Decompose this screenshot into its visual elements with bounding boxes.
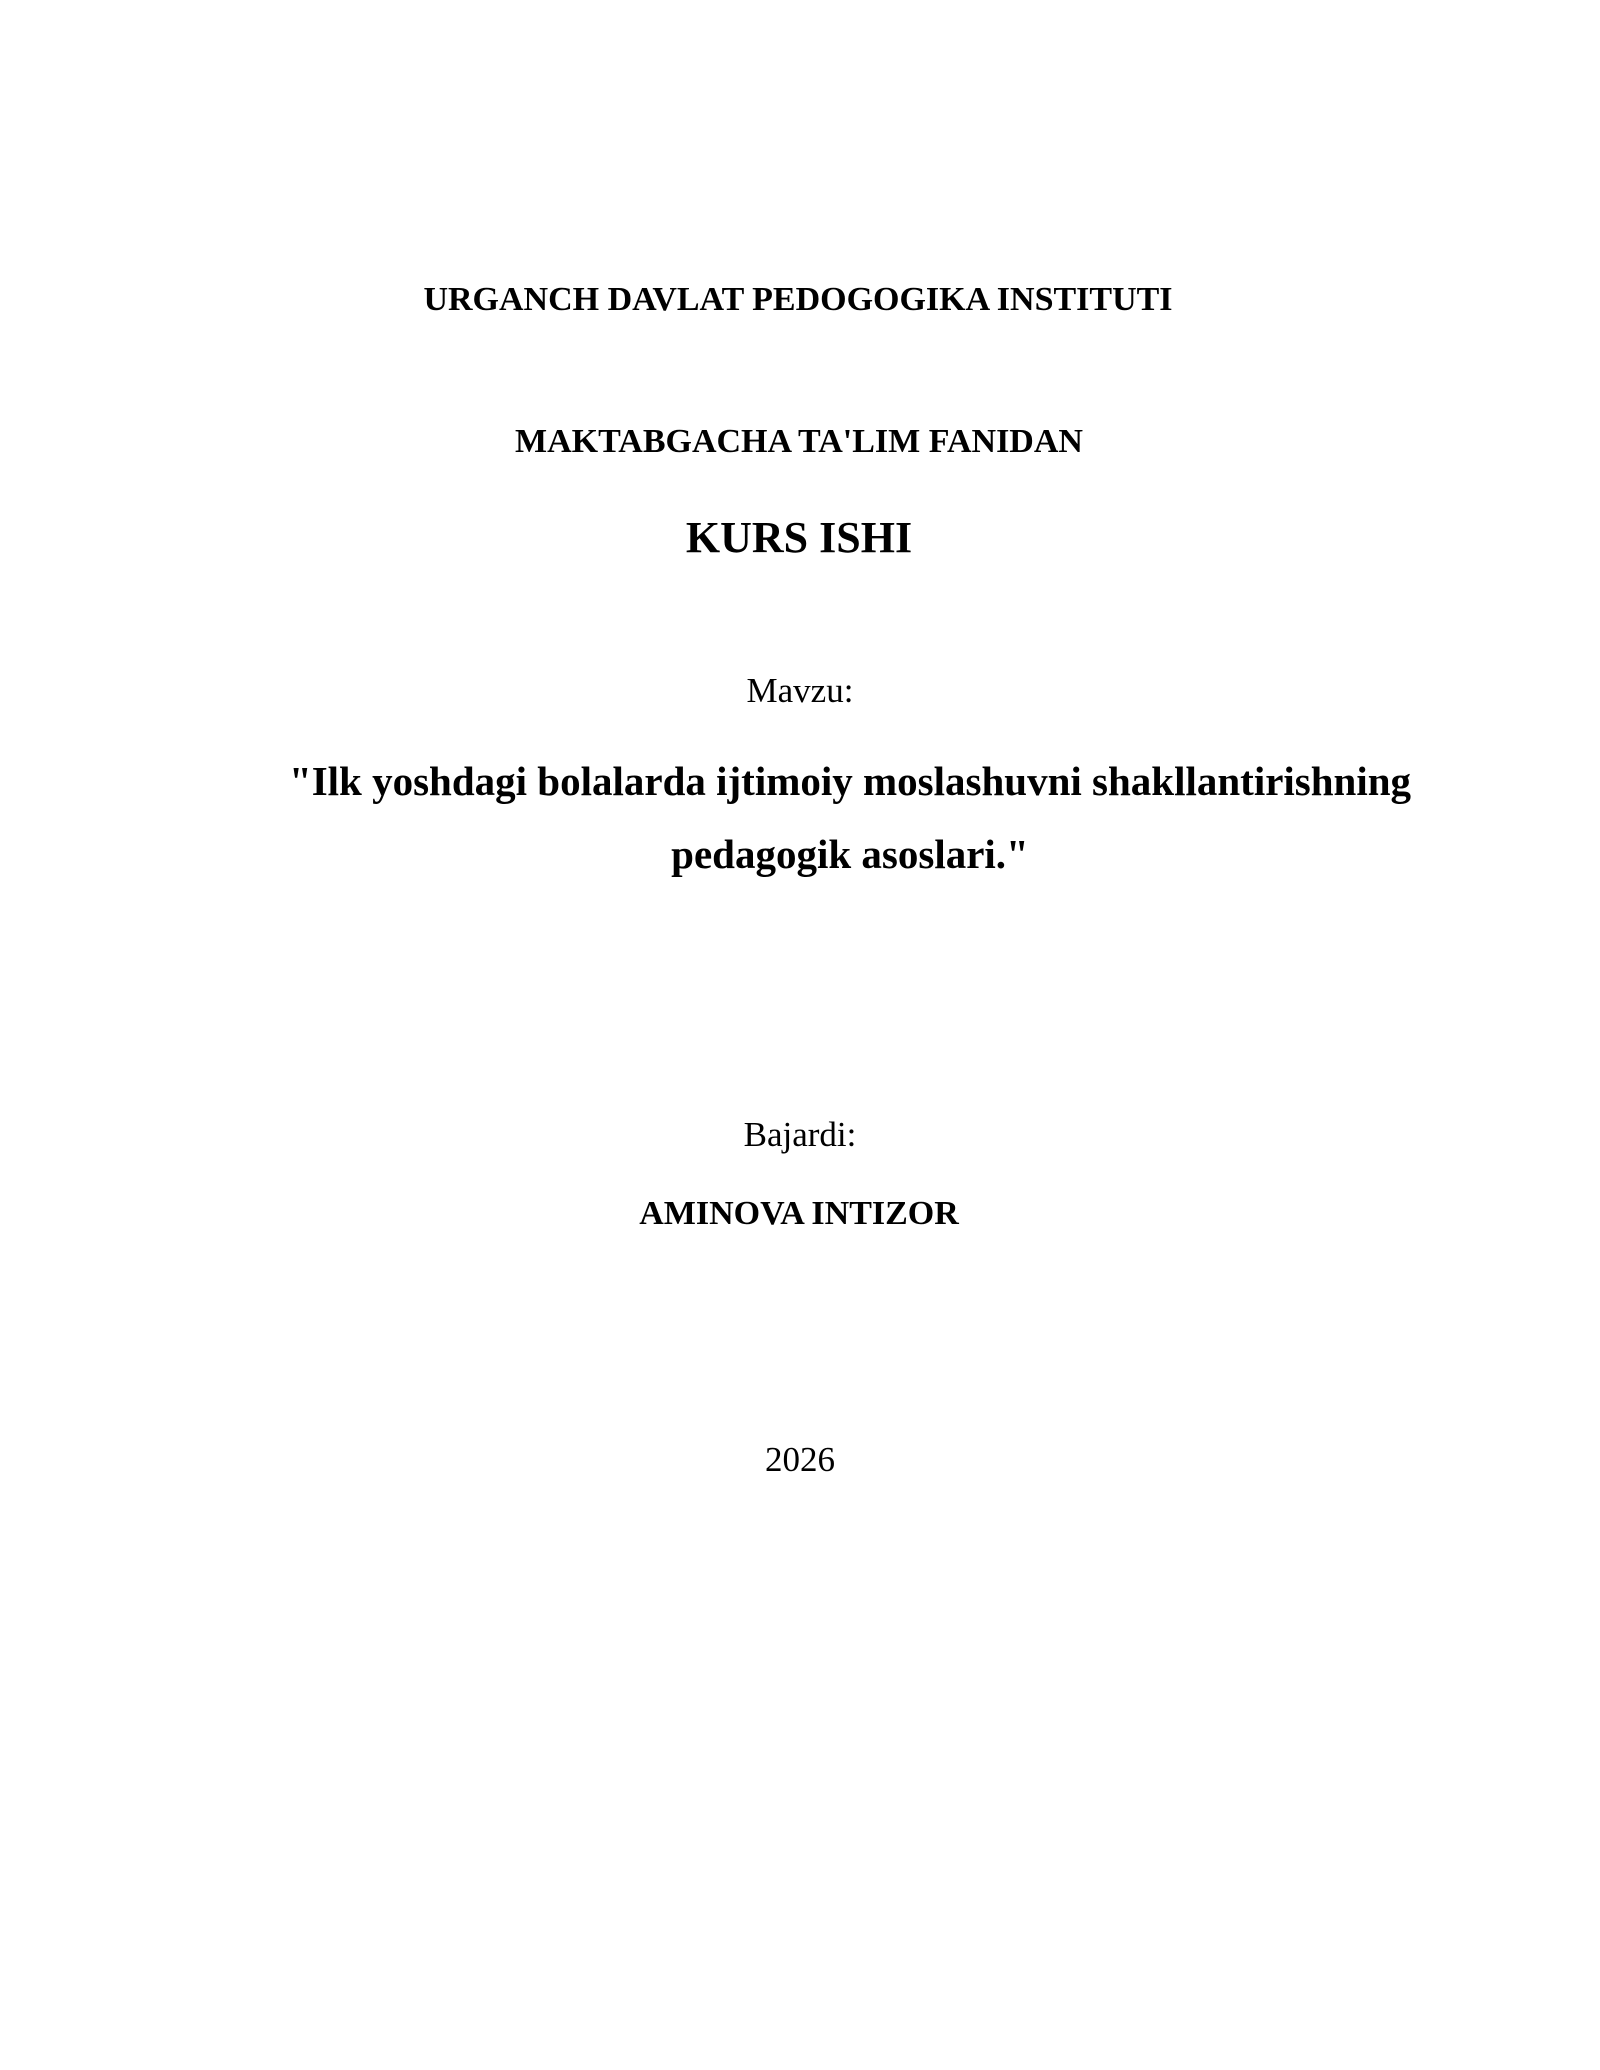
document-type-heading: KURS ISHI	[685, 513, 913, 562]
topic-title	[250, 745, 1450, 891]
topic-label: Mavzu:	[746, 671, 854, 710]
topic-title-line-1: "Ilk yoshdagi bolalarda ijtimoiy moslashuvni shakllantirishning	[288, 758, 1412, 804]
year: 2026	[765, 1440, 835, 1479]
author-name: AMINOVA INTIZOR	[639, 1195, 959, 1232]
author-label: Bajardi:	[743, 1115, 857, 1154]
institute-name: URGANCH DAVLAT PEDOGOGIKA INSTITUTI	[423, 281, 1173, 318]
topic-title-line-2: pedagogik asoslari."	[671, 831, 1029, 877]
subject-heading: MAKTABGACHA TA'LIM FANIDAN	[515, 423, 1083, 460]
